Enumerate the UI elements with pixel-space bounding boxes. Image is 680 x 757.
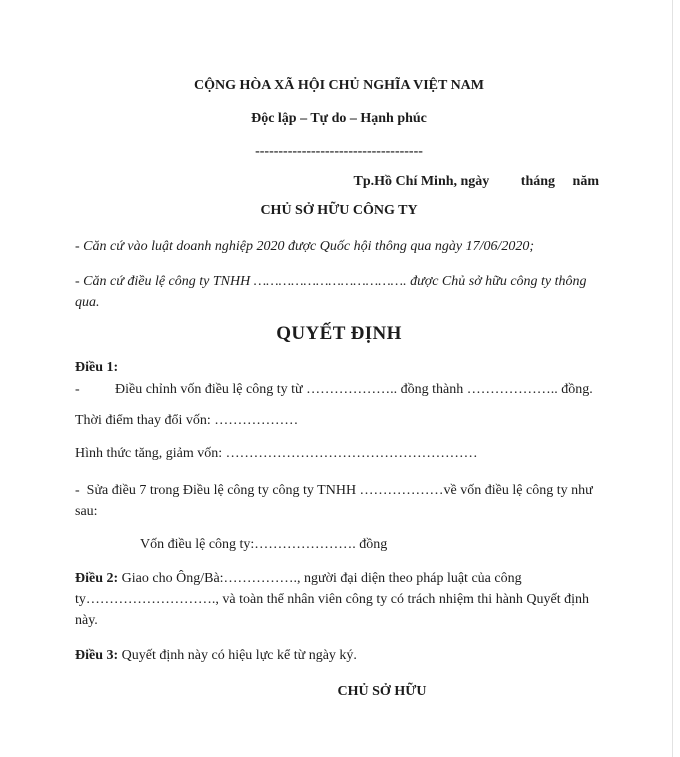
date-place-line: Tp.Hồ Chí Minh, ngày tháng năm	[353, 174, 599, 189]
article1-bullet-text: Điều chỉnh vốn điều lệ công ty từ ……………….. đồng thành ……………….. đồng.	[115, 382, 593, 397]
article2-paragraph	[75, 568, 603, 631]
motto-line: Độc lập – Tự do – Hạnh phúc	[251, 111, 427, 126]
issuer-heading: CHỦ SỞ HỮU CÔNG TY	[260, 203, 418, 218]
article1-method-line: Hình thức tăng, giảm vốn: ………………………………………………	[75, 446, 478, 461]
document-title: QUYẾT ĐỊNH	[276, 323, 402, 344]
article1-capital-line: Vốn điều lệ công ty:…………………. đồng	[140, 537, 388, 552]
separator-line: ------------------------------------	[255, 144, 423, 159]
preamble-line-2: - Căn cứ điều lệ công ty TNHH ………………………………. được Chủ sở hữu công ty thông qua.	[75, 274, 591, 310]
bullet-dash: -	[75, 382, 80, 397]
article2-line2: ty………………………., và toàn thể nhân viên công ty có trách nhiệm thi hành Quyết định này.	[75, 592, 593, 628]
article1-time-line: Thời điểm thay đổi vốn: ………………	[75, 413, 299, 428]
signature-heading: CHỦ SỞ HỮU	[337, 684, 427, 699]
article3-text: Quyết định này có hiệu lực kể từ ngày ký.	[118, 648, 357, 663]
article2-line1: Giao cho Ông/Bà:……………., người đại diện theo pháp luật của công	[118, 571, 522, 586]
preamble-line-1: - Căn cứ vào luật doanh nghiệp 2020 được Quốc hội thông qua ngày 17/06/2020;	[75, 239, 535, 254]
article1-amend-line: - Sửa điều 7 trong Điều lệ công ty công ty TNHH ………………về vốn điều lệ công ty như sau:	[75, 483, 597, 519]
article1-bullet	[75, 379, 603, 400]
article1-label: Điều 1:	[75, 360, 119, 375]
national-title: CỘNG HÒA XÃ HỘI CHỦ NGHĨA VIỆT NAM	[193, 78, 484, 93]
article3-label: Điều 3:	[75, 648, 119, 663]
article2-label: Điều 2:	[75, 571, 119, 586]
article3-paragraph	[75, 645, 603, 666]
